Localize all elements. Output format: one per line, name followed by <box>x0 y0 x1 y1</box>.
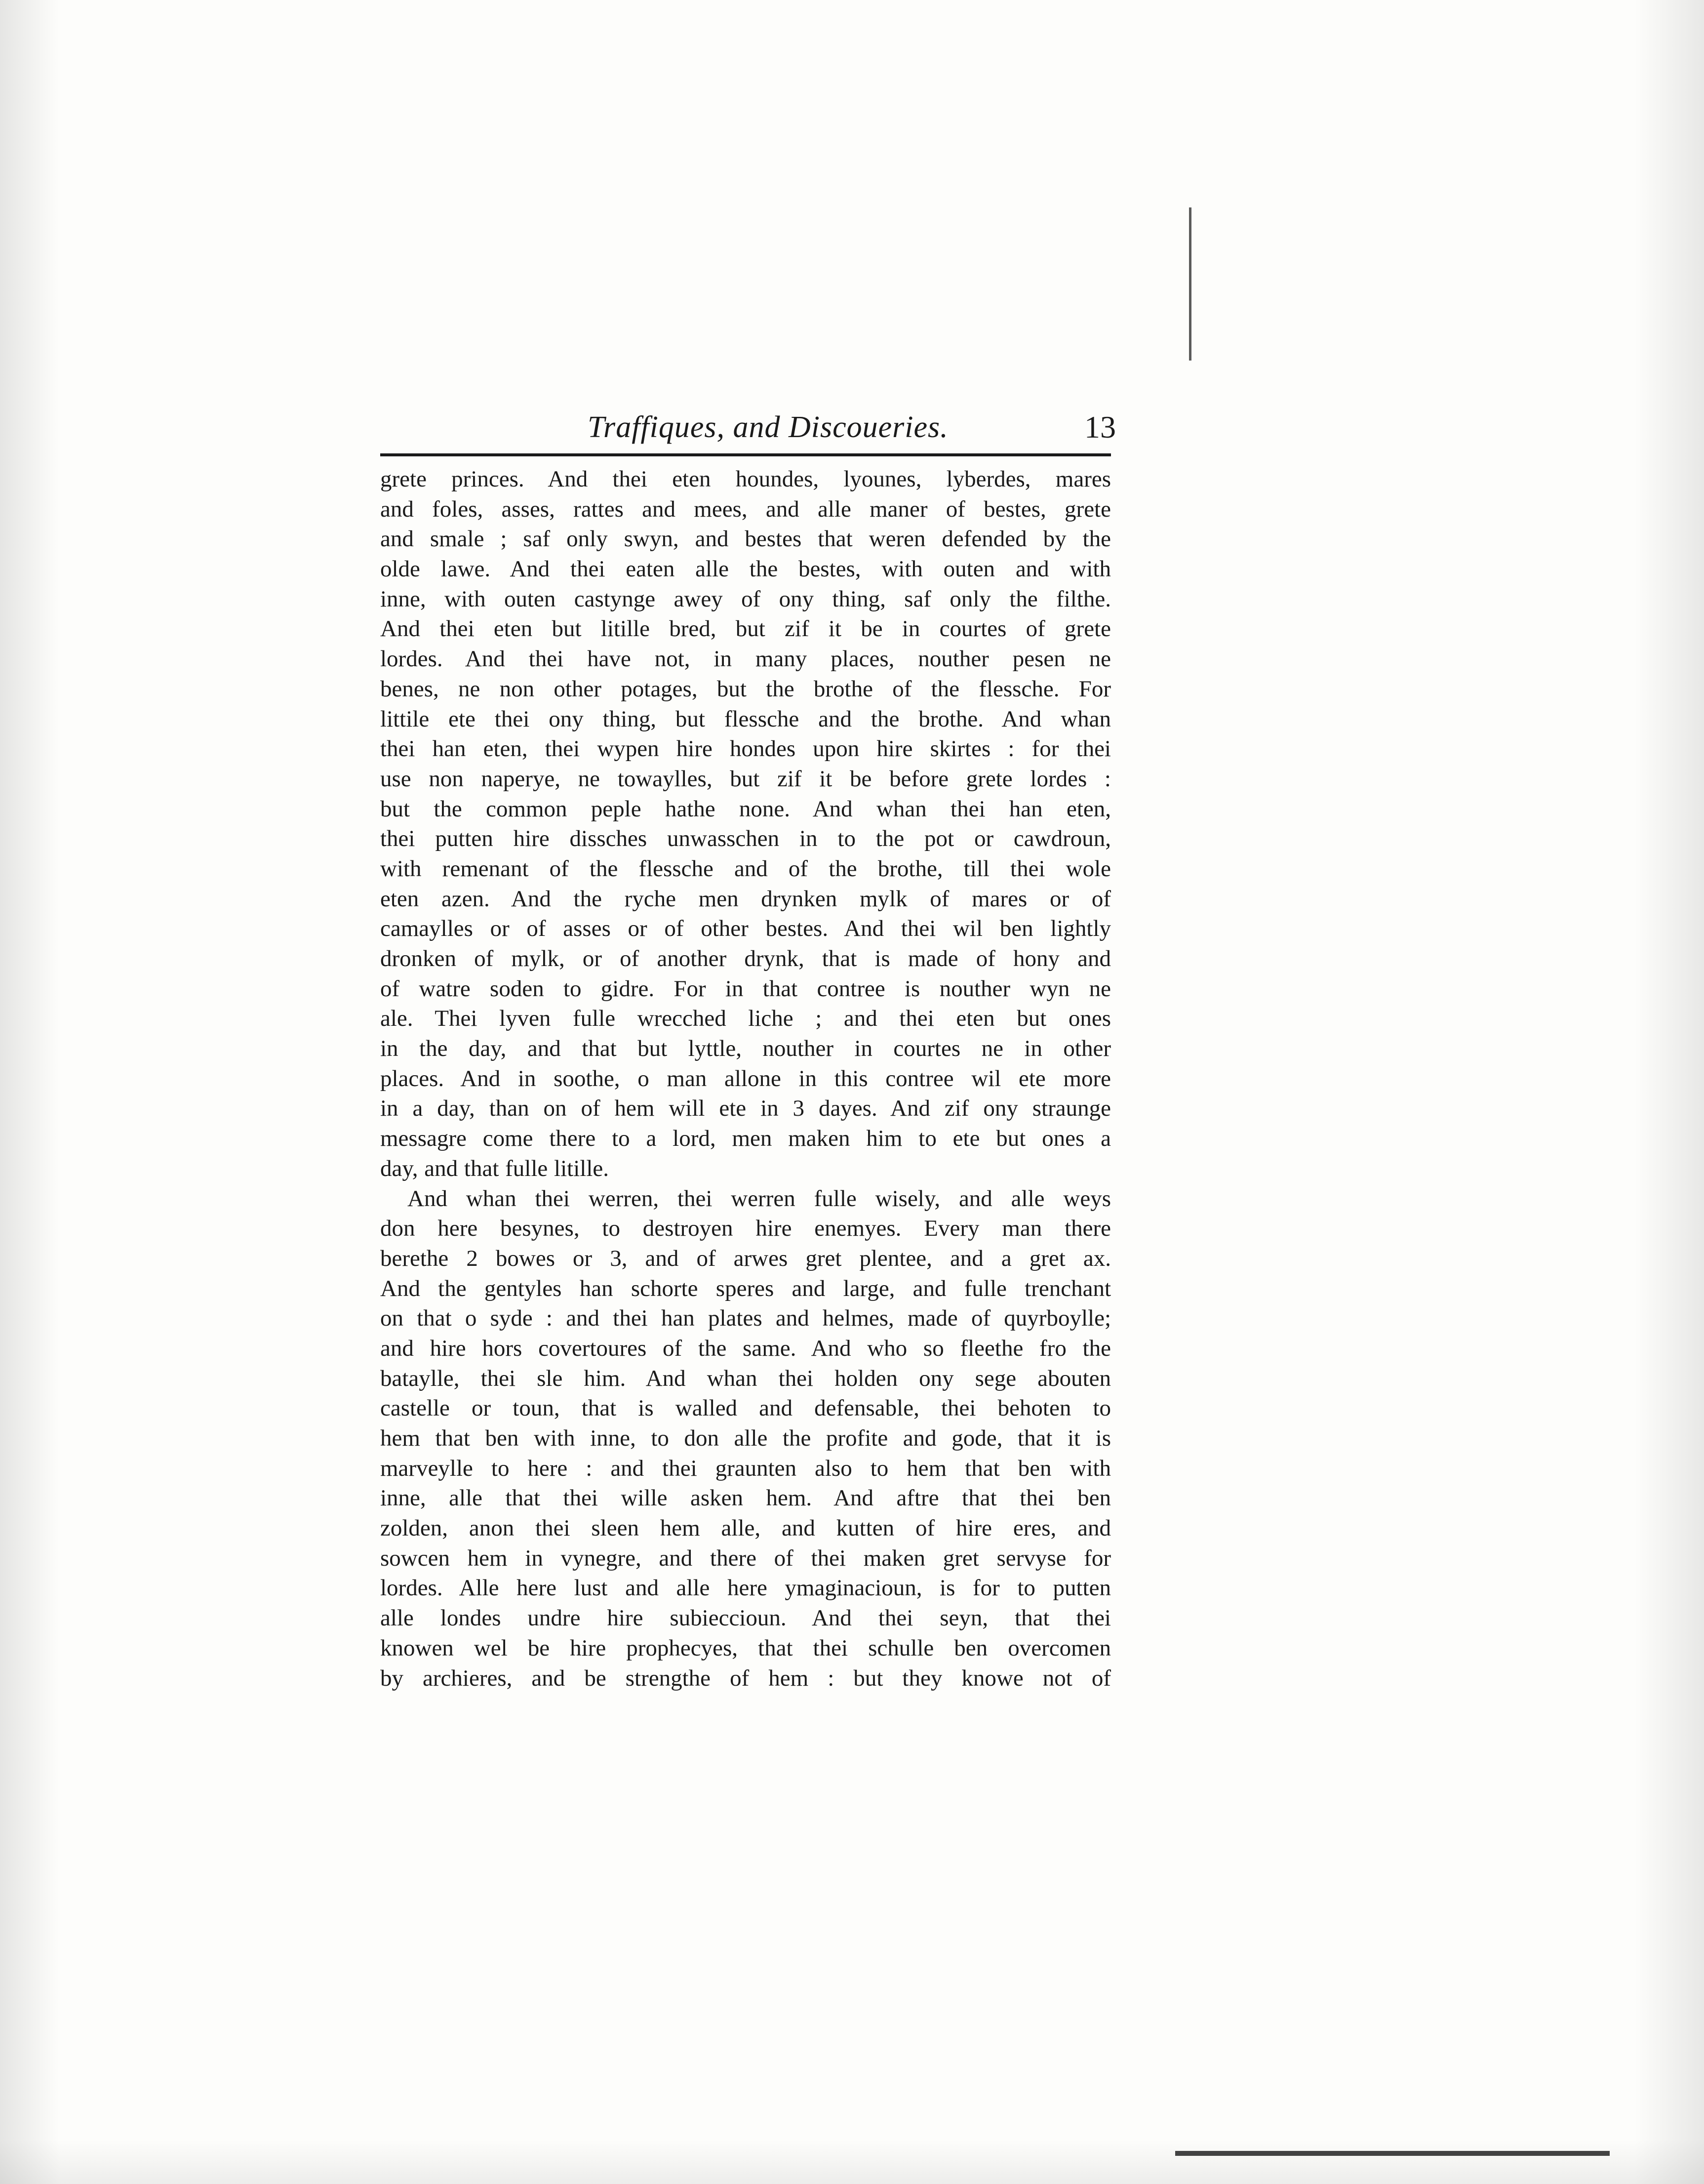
text-line: benes, ne non other potages, but the brothe of the flessche. For <box>380 676 1111 702</box>
page-number: 13 <box>1084 409 1116 445</box>
margin-ink-mark <box>1189 207 1191 361</box>
text-line: and hire hors covertoures of the same. And who so fleethe fro the <box>380 1335 1111 1361</box>
text-line: castelle or toun, that is walled and defensable, thei behoten to <box>380 1395 1111 1421</box>
bottom-ink-smudge <box>1175 2151 1610 2156</box>
scan-shadow-left <box>0 0 59 2184</box>
text-line: lordes. Alle here lust and alle here ymaginacioun, is for to putten <box>380 1575 1111 1601</box>
text-line: camaylles or of asses or of other bestes. And thei wil ben lightly <box>380 916 1111 942</box>
body-text <box>380 464 1111 1693</box>
text-line: inne, with outen castynge awey of ony thing, saf only the filthe. <box>380 586 1111 612</box>
text-line: and foles, asses, rattes and mees, and alle maner of bestes, grete <box>380 496 1111 522</box>
text-line: thei putten hire dissches unwasschen in to the pot or cawdroun, <box>380 826 1111 852</box>
text-line: zolden, anon thei sleen hem alle, and kutten of hire eres, and <box>380 1515 1111 1541</box>
text-line: in a day, than on of hem will ete in 3 dayes. And zif ony straunge <box>380 1095 1111 1122</box>
text-line: lordes. And thei have not, in many places, nouther pesen ne <box>380 646 1111 672</box>
text-line: sowcen hem in vynegre, and there of thei maken gret servyse for <box>380 1545 1111 1571</box>
header-rule <box>380 453 1111 456</box>
text-line: but the common peple hathe none. And whan thei han eten, <box>380 796 1111 822</box>
text-line: thei han eten, thei wypen hire hondes upon hire skirtes : for thei <box>380 736 1111 762</box>
running-title: Traffiques, and Discoueries. <box>588 410 949 444</box>
text-line: ale. Thei lyven fulle wrecched liche ; and thei eten but ones <box>380 1006 1111 1032</box>
text-line: olde lawe. And thei eaten alle the bestes, with outen and with <box>380 556 1111 582</box>
text-line: eten azen. And the ryche men drynken mylk of mares or of <box>380 886 1111 912</box>
text-line: day, and that fulle litille. <box>380 1155 609 1181</box>
text-line: in the day, and that but lyttle, nouther in courtes ne in other <box>380 1036 1111 1062</box>
text-line: with remenant of the flessche and of the brothe, till thei wole <box>380 855 1111 882</box>
text-line: And thei eten but litille bred, but zif it be in courtes of grete <box>380 616 1111 642</box>
text-line: alle londes undre hire subieccioun. And thei seyn, that thei <box>380 1605 1111 1631</box>
text-line: of watre soden to gidre. For in that contree is nouther wyn ne <box>380 975 1111 1002</box>
text-line: places. And in soothe, o man allone in this contree wil ete more <box>380 1065 1111 1092</box>
text-line: use non naperye, ne towaylles, but zif it be before grete lordes : <box>380 766 1111 792</box>
text-line: And whan thei werren, thei werren fulle wisely, and alle weys <box>407 1185 1111 1212</box>
text-line: bataylle, thei sle him. And whan thei holden ony sege abouten <box>380 1365 1111 1391</box>
text-line: on that o syde : and thei han plates and helmes, made of quyrboylle; <box>380 1305 1111 1332</box>
text-line: by archieres, and be strengthe of hem : but they knowe not of <box>380 1665 1111 1691</box>
text-line: don here besynes, to destroyen hire enemyes. Every man there <box>380 1215 1111 1242</box>
running-head <box>375 400 1126 454</box>
text-line: knowen wel be hire prophecyes, that thei schulle ben overcomen <box>380 1635 1111 1661</box>
text-line: berethe 2 bowes or 3, and of arwes gret plentee, and a gret ax. <box>380 1245 1111 1271</box>
text-line: littile ete thei ony thing, but flessche and the brothe. And whan <box>380 706 1111 732</box>
text-line: dronken of mylk, or of another drynk, that is made of hony and <box>380 946 1111 971</box>
text-line: marveylle to here : and thei graunten also to hem that ben with <box>380 1455 1111 1481</box>
text-line: and smale ; saf only swyn, and bestes that weren defended by the <box>380 526 1111 552</box>
text-line: grete princes. And thei eten houndes, lyounes, lyberdes, mares <box>380 466 1111 492</box>
text-line: And the gentyles han schorte speres and large, and fulle trenchant <box>380 1275 1111 1301</box>
text-line: inne, alle that thei wille asken hem. And aftre that thei ben <box>380 1485 1111 1511</box>
scan-shadow-right <box>1635 0 1704 2184</box>
scan-shadow-bottom <box>0 2140 1704 2184</box>
text-line: hem that ben with inne, to don alle the profite and gode, that it is <box>380 1425 1111 1451</box>
text-line: messagre come there to a lord, men maken him to ete but ones a <box>380 1126 1111 1152</box>
